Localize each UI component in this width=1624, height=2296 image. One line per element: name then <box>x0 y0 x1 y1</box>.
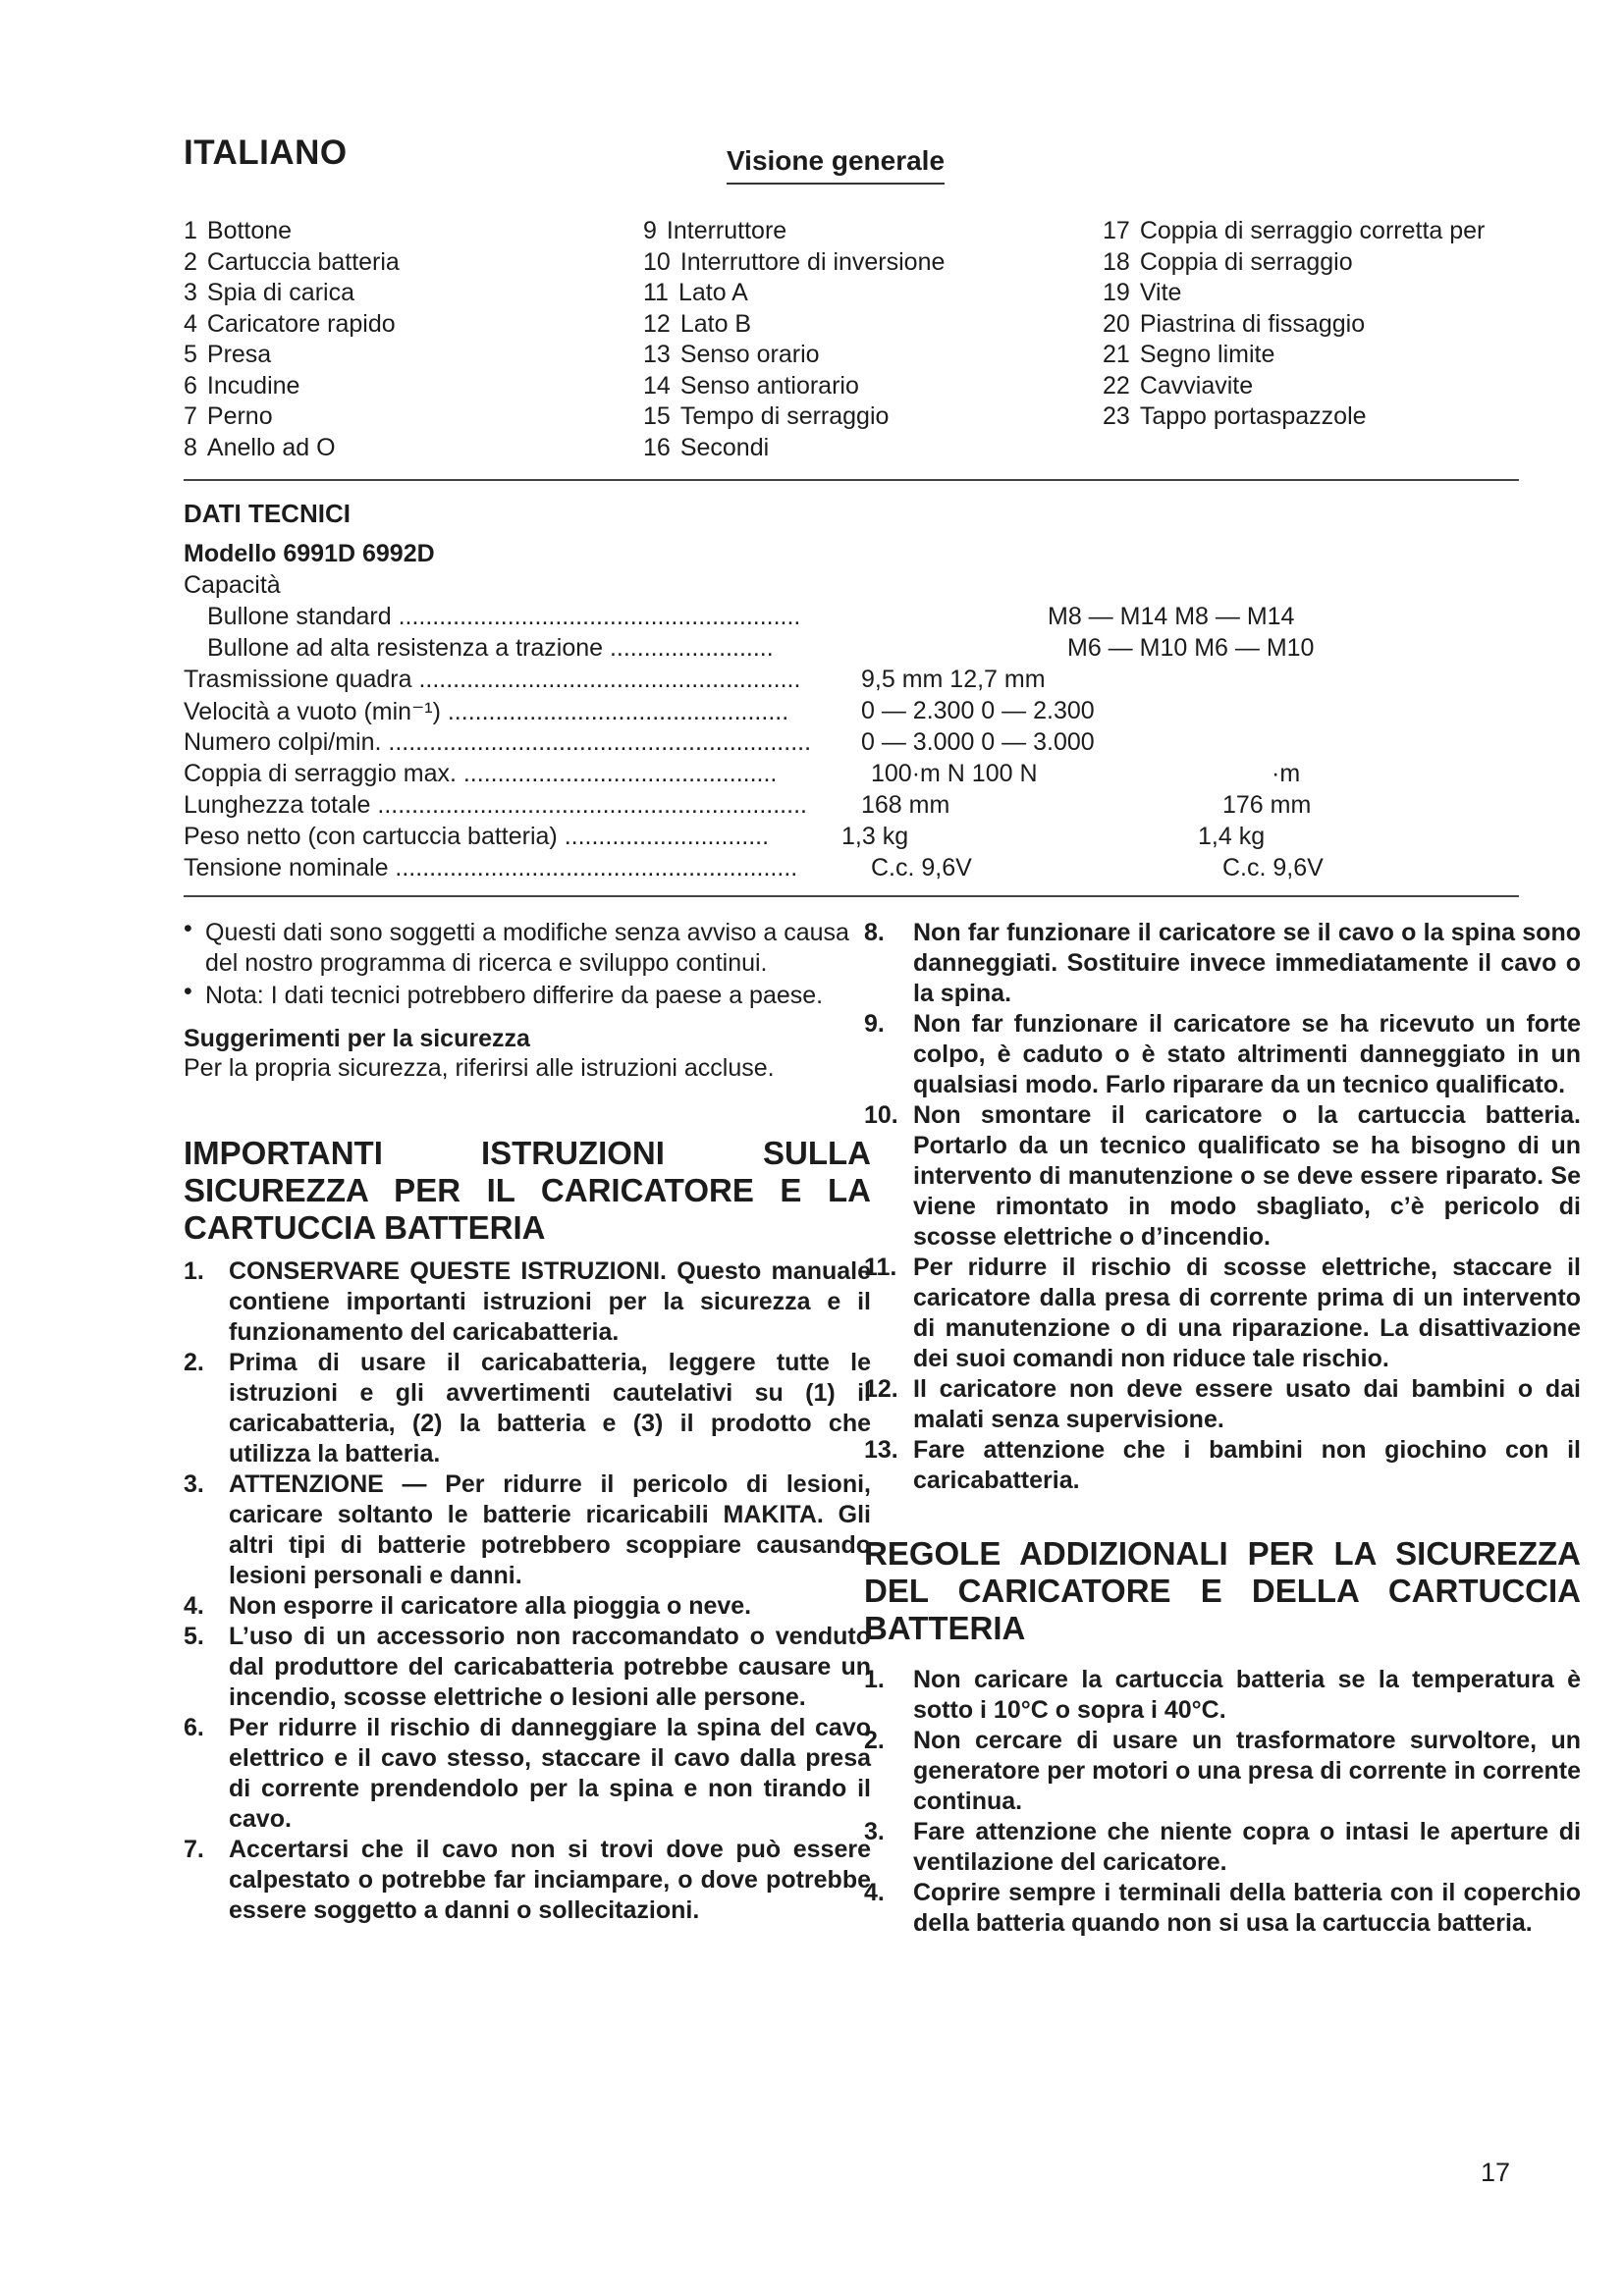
spec-note <box>184 978 871 1011</box>
part-number: 18 <box>1103 247 1130 276</box>
part-number: 4 <box>184 309 197 338</box>
part-label: Bottone <box>206 217 293 244</box>
item-text: Non smontare il caricatore o la cartuccia batteria. Portarlo da un tecnico qualificato se ha bisogno di un intervento di manutenzione o se deve essere riparato. Se viene rimontato in modo sbagliato, c’è pericolo di scosse elettriche o d’incendio. <box>913 1101 1581 1251</box>
part-number: 20 <box>1103 309 1130 338</box>
safety-tips-title: Suggerimenti per la sicurezza <box>184 1025 530 1052</box>
spec-label: Lunghezza totale ............................................................... <box>184 791 807 819</box>
spec-label: Peso netto (con cartuccia batteria) .............................. <box>184 823 770 850</box>
section-divider <box>184 479 1519 481</box>
part-label: Presa <box>206 341 272 368</box>
part-item <box>184 216 616 247</box>
instruction-item <box>184 1469 871 1591</box>
spec-value-alt: 1,4 kg <box>1198 823 1266 850</box>
instruction-item <box>864 1435 1581 1496</box>
item-text: ATTENZIONE — Per ridurre il pericolo di lesioni, caricare soltanto le batterie ricaricabili MAKITA. Gli altri tipi di batterie potrebbero scoppiare causando lesioni personali e danni. <box>229 1470 871 1589</box>
part-item <box>184 309 616 341</box>
part-number: 9 <box>643 217 657 244</box>
item-number: 1. <box>184 1257 204 1285</box>
part-label: Interruttore di inversione <box>679 247 946 276</box>
part-label: Anello ad O <box>206 433 336 461</box>
part-item <box>184 433 616 464</box>
part-label: Tappo portaspazzole <box>1139 402 1367 430</box>
item-number: 4. <box>184 1592 204 1620</box>
part-label: Secondi <box>679 433 770 461</box>
part-number: 14 <box>643 371 671 400</box>
spec-row <box>184 728 1362 759</box>
part-item <box>643 247 1075 279</box>
part-number: 6 <box>184 371 197 400</box>
part-number: 17 <box>1103 217 1130 244</box>
part-number: 11 <box>643 279 669 306</box>
important-instructions-heading: IMPORTANTI ISTRUZIONI SULLA SICUREZZA PER IL CARICATORE E LA CARTUCCIA BATTERIA <box>184 1135 871 1246</box>
item-text: CONSERVARE QUESTE ISTRUZIONI. Questo manuale contiene importanti istruzioni per la sicurezza e il funzionamento del caricabatteria. <box>229 1257 871 1346</box>
specs-capacity-label: Capacità <box>184 571 281 599</box>
part-item <box>643 309 1075 341</box>
spec-row <box>184 854 1362 884</box>
additional-rules-list <box>864 1665 1581 1939</box>
note-text: Questi dati sono soggetti a modifiche senza avviso a causa del nostro programma di ricerca e sviluppo continui. <box>205 919 849 977</box>
part-label: Incudine <box>206 371 300 400</box>
part-number: 16 <box>643 433 671 461</box>
parts-column-3 <box>1103 216 1525 433</box>
item-number: 9. <box>864 1010 885 1038</box>
part-number: 5 <box>184 341 197 368</box>
item-text: Coprire sempre i terminali della batteria con il coperchio della batteria quando non si usa la cartuccia batteria. <box>913 1879 1581 1937</box>
part-item <box>643 216 1075 247</box>
spec-note <box>184 915 871 979</box>
part-item <box>184 401 616 433</box>
part-item <box>184 371 616 402</box>
item-number: 5. <box>184 1623 204 1650</box>
part-number: 13 <box>643 341 671 368</box>
spec-value: C.c. 9,6V <box>871 854 972 881</box>
item-number: 10. <box>864 1101 898 1129</box>
part-number: 3 <box>184 279 197 306</box>
part-number: 12 <box>643 309 671 338</box>
part-label: Caricatore rapido <box>206 309 396 338</box>
instruction-item <box>864 1009 1581 1100</box>
item-text: Non far funzionare il caricatore se il cavo o la spina sono danneggiati. Sostituire invece immediatamente il cavo o la spina. <box>913 919 1581 1007</box>
part-label: Cavviavite <box>1139 371 1254 400</box>
additional-rules-heading: REGOLE ADDIZIONALI PER LA SICUREZZA DEL CARICATORE E DELLA CARTUCCIA BATTERIA <box>864 1535 1581 1646</box>
part-number: 23 <box>1103 402 1130 430</box>
instruction-item <box>184 1348 871 1469</box>
part-label: Interruttore <box>666 217 787 244</box>
instruction-item <box>864 1374 1581 1435</box>
part-number: 10 <box>643 247 671 276</box>
spec-value: 100·m N 100 N <box>871 760 1038 787</box>
part-item <box>643 340 1075 371</box>
specs-heading: DATI TECNICI <box>184 499 351 528</box>
part-number: 8 <box>184 433 197 461</box>
part-item <box>1103 309 1525 341</box>
part-label: Spia di carica <box>206 279 354 306</box>
item-number: 13. <box>864 1436 898 1464</box>
part-label: Segno limite <box>1139 341 1275 368</box>
part-item <box>643 371 1075 402</box>
spec-label: Bullone standard ........................................................... <box>207 603 801 630</box>
right-column <box>864 918 1581 1939</box>
spec-value-alt: C.c. 9,6V <box>1222 854 1324 881</box>
spec-row <box>184 791 1362 822</box>
item-number: 7. <box>184 1836 204 1863</box>
item-text: Prima di usare il caricabatteria, leggere tutte le istruzioni e gli avvertimenti cautelativi su (1) il caricabatteria, (2) la batteria e (3) il prodotto che utilizza la batteria. <box>229 1349 871 1468</box>
item-number: 12. <box>864 1375 898 1403</box>
instruction-item <box>184 1622 871 1713</box>
left-column <box>184 915 871 1926</box>
item-text: Fare attenzione che i bambini non giochino con il caricabatteria. <box>913 1436 1581 1494</box>
overview-title: Visione generale <box>727 145 945 185</box>
spec-row <box>184 603 1362 633</box>
part-item <box>643 433 1075 464</box>
part-item <box>1103 401 1525 433</box>
item-text: Il caricatore non deve essere usato dai bambini o dai malati senza supervisione. <box>913 1375 1581 1433</box>
item-text: Accertarsi che il cavo non si trovi dove può essere calpestato o potrebbe far inciampare, o dove potrebbe essere soggetto a danni o sollecitazioni. <box>229 1836 871 1924</box>
spec-row <box>184 760 1362 790</box>
item-text: Non far funzionare il caricatore se ha ricevuto un forte colpo, è caduto o è stato altrimenti danneggiato in un qualsiasi modo. Farlo riparare da un tecnico qualificato. <box>913 1010 1581 1098</box>
bullet-icon: • <box>184 915 192 942</box>
part-label: Vite <box>1139 279 1182 306</box>
item-number: 2. <box>184 1349 204 1376</box>
part-item <box>184 247 616 279</box>
part-item <box>643 401 1075 433</box>
rule-item <box>864 1817 1581 1878</box>
bullet-icon: • <box>184 978 192 1005</box>
part-label: Coppia di serraggio <box>1139 247 1353 276</box>
spec-label: Bullone ad alta resistenza a trazione ........................ <box>207 634 774 662</box>
rule-item <box>864 1665 1581 1726</box>
part-label: Cartuccia batteria <box>206 247 400 276</box>
part-number: 7 <box>184 402 197 430</box>
specs-model-line: Modello 6991D 6992D <box>184 540 435 567</box>
spec-label: Numero colpi/min. .............................................................. <box>184 728 812 756</box>
spec-value-alt: ·m <box>1272 760 1301 787</box>
parts-column-2 <box>643 216 1075 463</box>
spec-value: M6 — M10 M6 — M10 <box>1067 634 1315 662</box>
part-label: Lato B <box>679 309 752 338</box>
item-number: 8. <box>864 919 885 946</box>
section-divider <box>184 895 1519 897</box>
rule-item <box>864 1726 1581 1817</box>
item-text: Non esporre il caricatore alla pioggia o neve. <box>229 1592 752 1620</box>
parts-column-1 <box>184 216 616 463</box>
item-text: Non caricare la cartuccia batteria se la temperatura è sotto i 10°C o sopra i 40°C. <box>913 1666 1581 1724</box>
part-item <box>184 278 616 309</box>
instruction-item <box>864 1100 1581 1253</box>
part-item <box>1103 340 1525 371</box>
spec-label: Tensione nominale ........................................................... <box>184 854 798 881</box>
item-number: 11. <box>864 1254 897 1281</box>
instruction-item <box>184 1835 871 1926</box>
item-number: 6. <box>184 1714 204 1741</box>
spec-value: 168 mm <box>861 791 950 819</box>
rule-item <box>864 1878 1581 1939</box>
part-label: Tempo di serraggio <box>679 402 890 430</box>
part-label: Lato A <box>677 279 748 306</box>
part-number: 2 <box>184 247 197 276</box>
instruction-item <box>184 1591 871 1622</box>
part-number: 15 <box>643 402 671 430</box>
instruction-item <box>184 1256 871 1348</box>
spec-row <box>184 697 1362 727</box>
part-label: Senso antiorario <box>679 371 859 400</box>
item-number: 1. <box>864 1666 885 1693</box>
item-number: 3. <box>184 1470 204 1498</box>
part-number: 22 <box>1103 371 1130 400</box>
instruction-item <box>184 1713 871 1835</box>
spec-value: 1,3 kg <box>841 823 909 850</box>
part-item <box>643 278 1075 309</box>
part-number: 21 <box>1103 341 1130 368</box>
part-label: Piastrina di fissaggio <box>1139 309 1366 338</box>
important-instructions-list <box>184 1256 871 1926</box>
spec-value: 9,5 mm 12,7 mm <box>861 666 1046 693</box>
note-text: Nota: I dati tecnici potrebbero differire da paese a paese. <box>205 982 824 1009</box>
spec-label: Velocità a vuoto (min⁻¹) .................................................. <box>184 698 789 725</box>
spec-row <box>184 823 1362 853</box>
language-heading: ITALIANO <box>184 133 348 172</box>
page-number: 17 <box>1481 2158 1511 2187</box>
instruction-item <box>864 1253 1581 1374</box>
part-item <box>1103 371 1525 402</box>
safety-tips-text: Per la propria sicurezza, riferirsi alle istruzioni accluse. <box>184 1054 775 1082</box>
item-number: 2. <box>864 1727 885 1754</box>
spec-label: Coppia di serraggio max. .............................................. <box>184 760 778 787</box>
part-number: 1 <box>184 217 197 244</box>
spec-row <box>184 666 1362 696</box>
item-text: Non cercare di usare un trasformatore survoltore, un generatore per motori o una presa di corrente in corrente continua. <box>913 1727 1581 1815</box>
item-text: Per ridurre il rischio di danneggiare la spina del cavo elettrico e il cavo stesso, staccare il cavo dalla presa di corrente prendendolo per la spina e non tirando il cavo. <box>229 1714 871 1833</box>
parts-list <box>184 216 1519 471</box>
spec-row <box>184 634 1362 665</box>
spec-label: Trasmissione quadra ........................................................ <box>184 666 801 693</box>
part-item <box>184 340 616 371</box>
important-instructions-list-continued <box>864 918 1581 1496</box>
part-label: Coppia di serraggio corretta per <box>1139 217 1486 244</box>
part-item <box>1103 278 1525 309</box>
part-item <box>1103 247 1525 279</box>
part-number: 19 <box>1103 279 1130 306</box>
item-number: 4. <box>864 1879 885 1906</box>
part-item <box>1103 216 1525 247</box>
spec-value: 0 — 2.300 0 — 2.300 <box>861 697 1095 724</box>
item-number: 3. <box>864 1818 885 1845</box>
spec-value-alt: 176 mm <box>1222 791 1312 819</box>
spec-value: M8 — M14 M8 — M14 <box>1048 603 1295 630</box>
instruction-item <box>864 918 1581 1009</box>
spec-value: 0 — 3.000 0 — 3.000 <box>861 728 1095 756</box>
part-label: Perno <box>206 402 273 430</box>
item-text: L’uso di un accessorio non raccomandato o venduto dal produttore del caricabatteria potrebbe causare un incendio, scosse elettriche o lesioni alle persone. <box>229 1623 871 1711</box>
item-text: Per ridurre il rischio di scosse elettriche, staccare il caricatore dalla presa di corrente prima di un intervento di manutenzione o di una riparazione. La disattivazione dei suoi comandi non riduce tale rischio. <box>913 1254 1581 1372</box>
item-text: Fare attenzione che niente copra o intasi le aperture di ventilazione del caricatore. <box>913 1818 1581 1876</box>
part-label: Senso orario <box>679 341 820 368</box>
